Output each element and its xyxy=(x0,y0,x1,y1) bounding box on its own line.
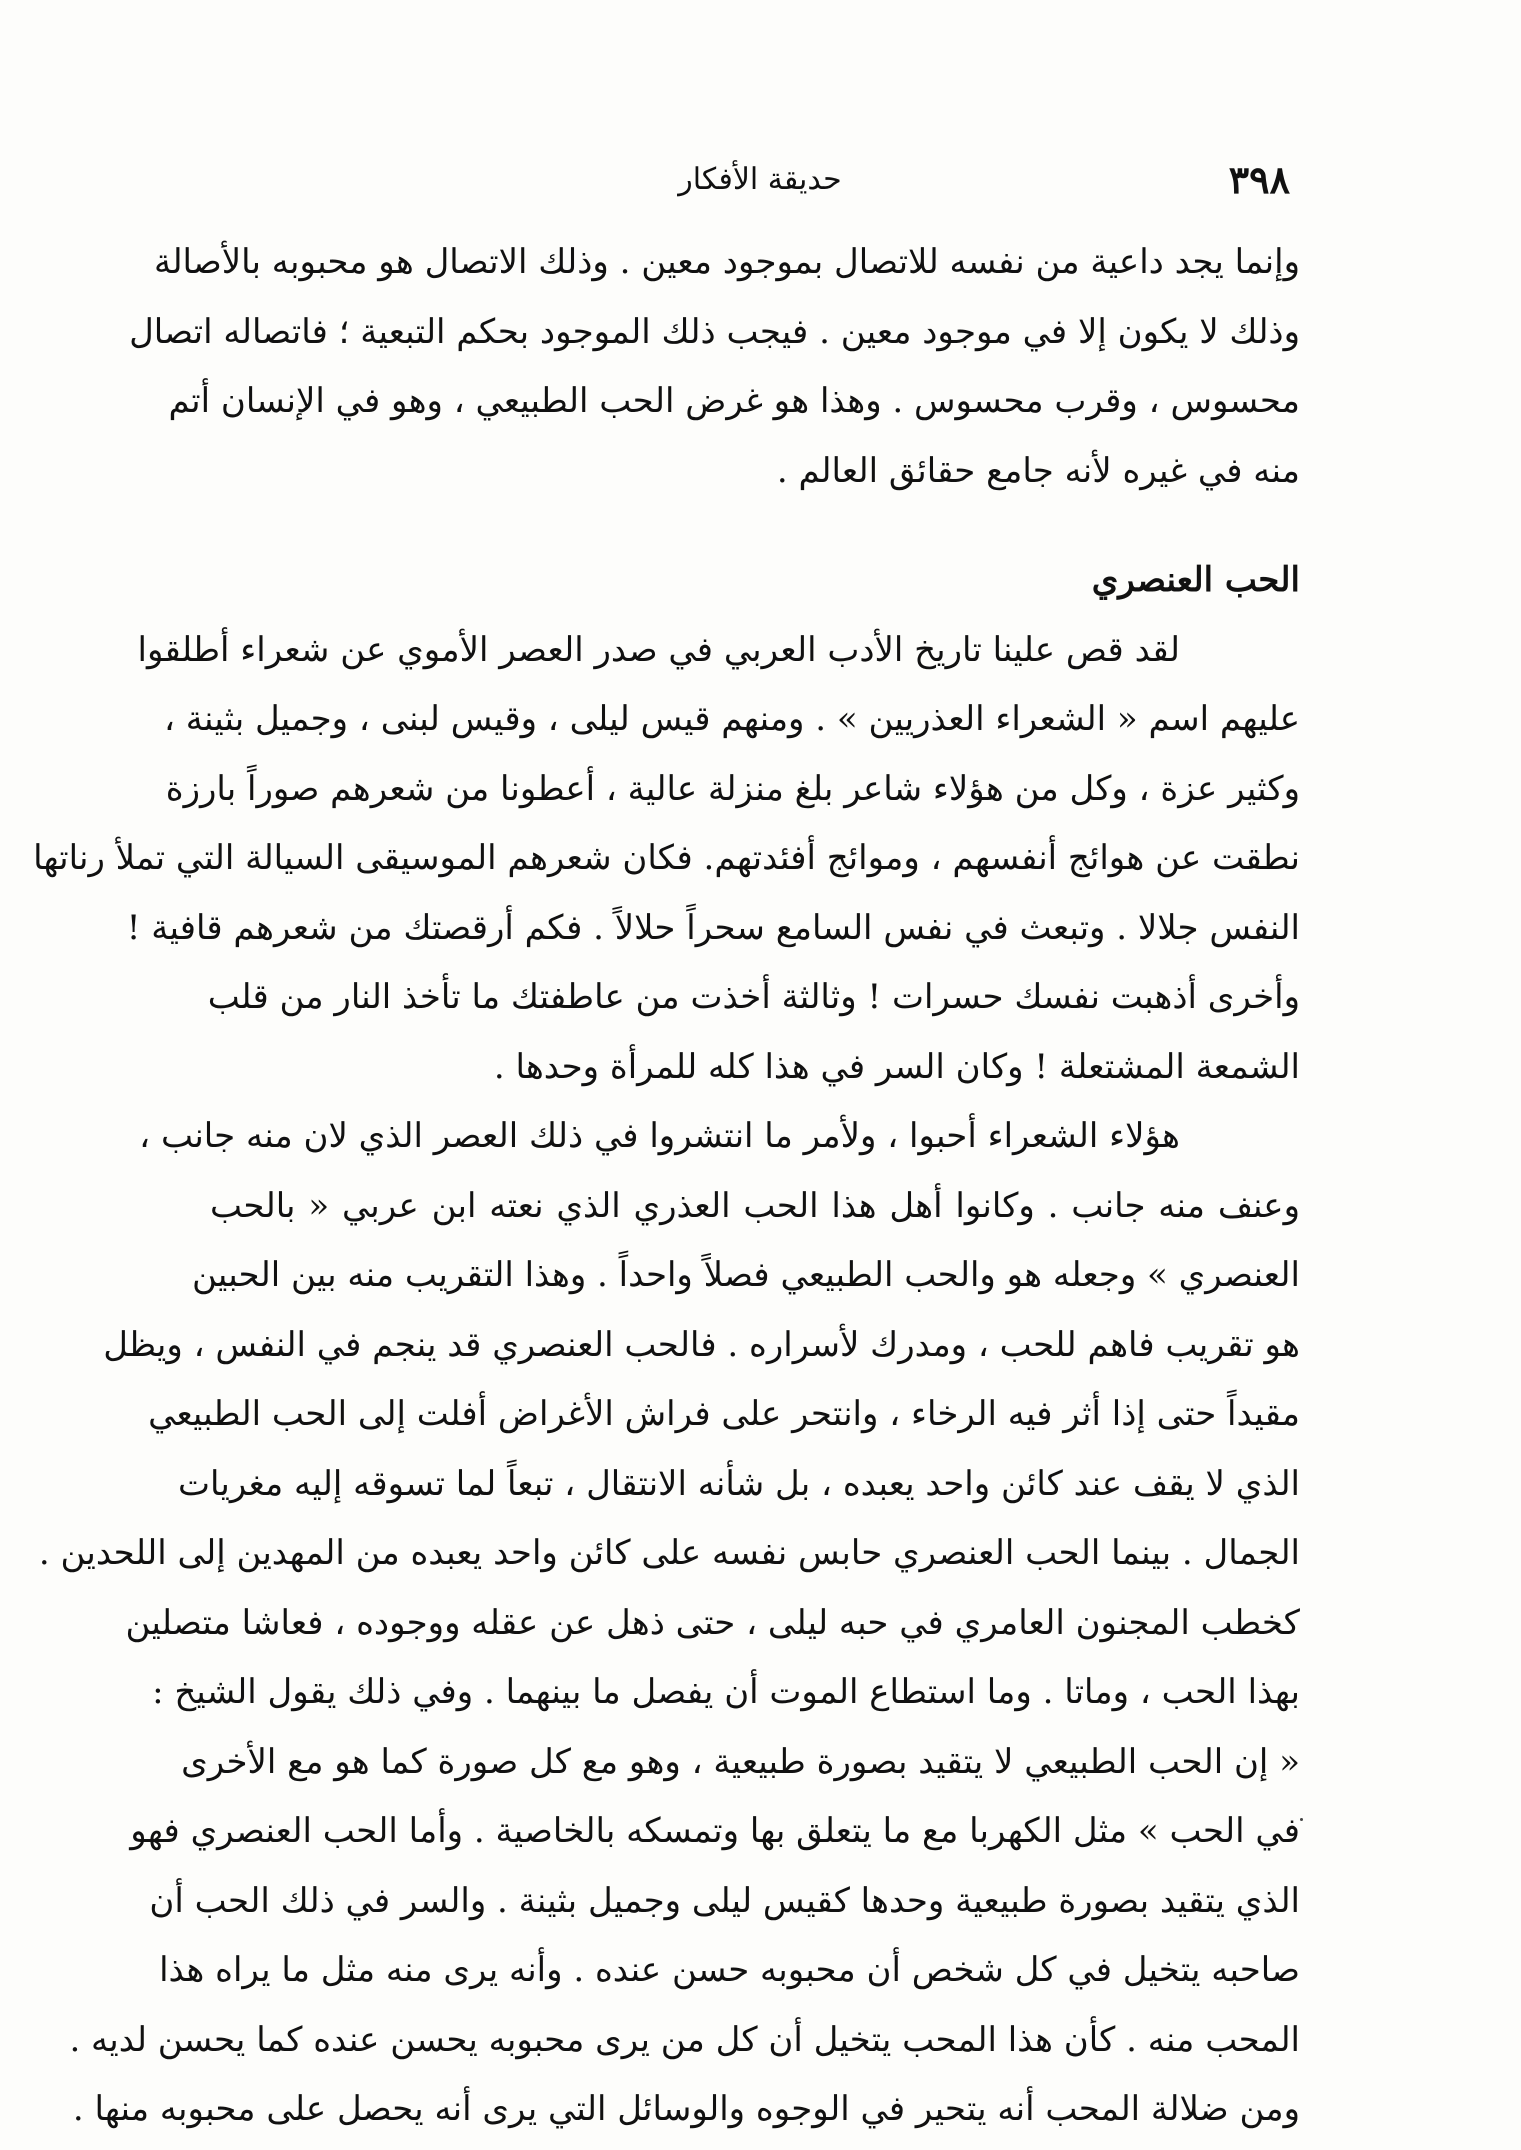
text-line: « إن الحب الطبيعي لا يتقيد بصورة طبيعية ، وهو مع كل صورة كما هو مع الأخرى xyxy=(181,1741,1300,1782)
text-line: في الحب » مثل الكهربا مع ما يتعلق بها وتمسكه بالخاصية . وأما الحب العنصري فهو xyxy=(130,1811,1300,1851)
text-line: هو تقريب فاهم للحب ، ومدرك لأسراره . فالحب العنصري قد ينجم في النفس ، ويظل xyxy=(103,1324,1300,1365)
text-line: وأخرى أذهبت نفسك حسرات ! وثالثة أخذت من عاطفتك ما تأخذ النار من قلب xyxy=(207,977,1300,1017)
text-line: وكثير عزة ، وكل من هؤلاء شاعر بلغ منزلة عالية ، أعطونا من شعرهم صوراً بارزة xyxy=(165,768,1300,809)
text-line: محسوس ، وقرب محسوس . وهذا هو غرض الحب الطبيعي ، وهو في الإنسان أتم xyxy=(168,381,1300,421)
scan-speck xyxy=(1300,1818,1303,1821)
text-line: العنصري » وجعله هو والحب الطبيعي فصلاً واحداً . وهذا التقريب منه بين الحبين xyxy=(192,1255,1300,1295)
text-line: بهذا الحب ، وماتا . وما استطاع الموت أن يفصل ما بينهما . وفي ذلك يقول الشيخ : xyxy=(152,1672,1300,1712)
text-line: النفس جلالا . وتبعث في نفس السامع سحراً حلالاً . فكم أرقصتك من شعرهم قافية ! xyxy=(126,907,1300,948)
text-line: مقيداً حتى إذا أثر فيه الرخاء ، وانتحر على فراش الأغراض أفلت إلى الحب الطبيعي xyxy=(148,1394,1300,1434)
text-line: لقد قص علينا تاريخ الأدب العربي في صدر العصر الأموي عن شعراء أطلقوا xyxy=(137,629,1180,670)
text-line: الذي يتقيد بصورة طبيعية وحدها كقيس ليلى وجميل بثينة . والسر في ذلك الحب أن xyxy=(149,1880,1300,1921)
paragraph xyxy=(38,1102,1300,2145)
running-title: حديقة الأفكار xyxy=(678,162,842,197)
text-line: الذي لا يقف عند كائن واحد يعبده ، بل شأنه الانتقال ، تبعاً لما تسوقه إليه مغريات xyxy=(178,1463,1300,1504)
text-line: الجمال . بينما الحب العنصري حابس نفسه على كائن واحد يعبده من المهدين إلى اللحدين . xyxy=(38,1533,1300,1573)
section-heading: الحب العنصري xyxy=(1091,560,1300,600)
text-line: منه في غيره لأنه جامع حقائق العالم . xyxy=(776,450,1300,491)
paragraph xyxy=(33,616,1300,1103)
text-line: صاحبه يتخيل في كل شخص أن محبوبه حسن عنده . وأنه يرى منه مثل ما يراه هذا xyxy=(159,1950,1300,1990)
text-line: وذلك لا يكون إلا في موجود معين . فيجب ذلك الموجود بحكم التبعية ؛ فاتصاله اتصال xyxy=(129,311,1300,352)
paragraph xyxy=(129,228,1300,506)
text-line: نطقت عن هوائج أنفسهم ، وموائج أفئدتهم. فكان شعرهم الموسيقى السيالة التي تملأ رناتها xyxy=(33,838,1300,878)
text-line: عليهم اسم « الشعراء العذريين » . ومنهم قيس ليلى ، وقيس لبنى ، وجميل بثينة ، xyxy=(163,699,1300,739)
text-line: وعنف منه جانب . وكانوا أهل هذا الحب العذري الذي نعته ابن عربي « بالحب xyxy=(210,1185,1300,1226)
page-number: ٣٩٨ xyxy=(1228,157,1290,202)
text-line: المحب منه . كأن هذا المحب يتخيل أن كل من يرى محبوبه يحسن عنده كما يحسن لديه . xyxy=(69,2019,1300,2060)
text-line: ومن ضلالة المحب أنه يتحير في الوجوه والوسائل التي يرى أنه يحصل على محبوبه منها . xyxy=(72,2089,1300,2129)
text-line: الشمعة المشتعلة ! وكان السر في هذا كله للمرأة وحدها . xyxy=(493,1046,1300,1087)
text-line: وإنما يجد داعية من نفسه للاتصال بموجود معين . وذلك الاتصال هو محبوبه بالأصالة xyxy=(153,242,1300,282)
text-body xyxy=(33,228,1300,2145)
running-header xyxy=(230,150,1290,210)
text-line: هؤلاء الشعراء أحبوا ، ولأمر ما انتشروا في ذلك العصر الذي لان منه جانب ، xyxy=(139,1116,1180,1156)
text-line: كخطب المجنون العامري في حبه ليلى ، حتى ذهل عن عقله ووجوده ، فعاشا متصلين xyxy=(125,1602,1300,1643)
